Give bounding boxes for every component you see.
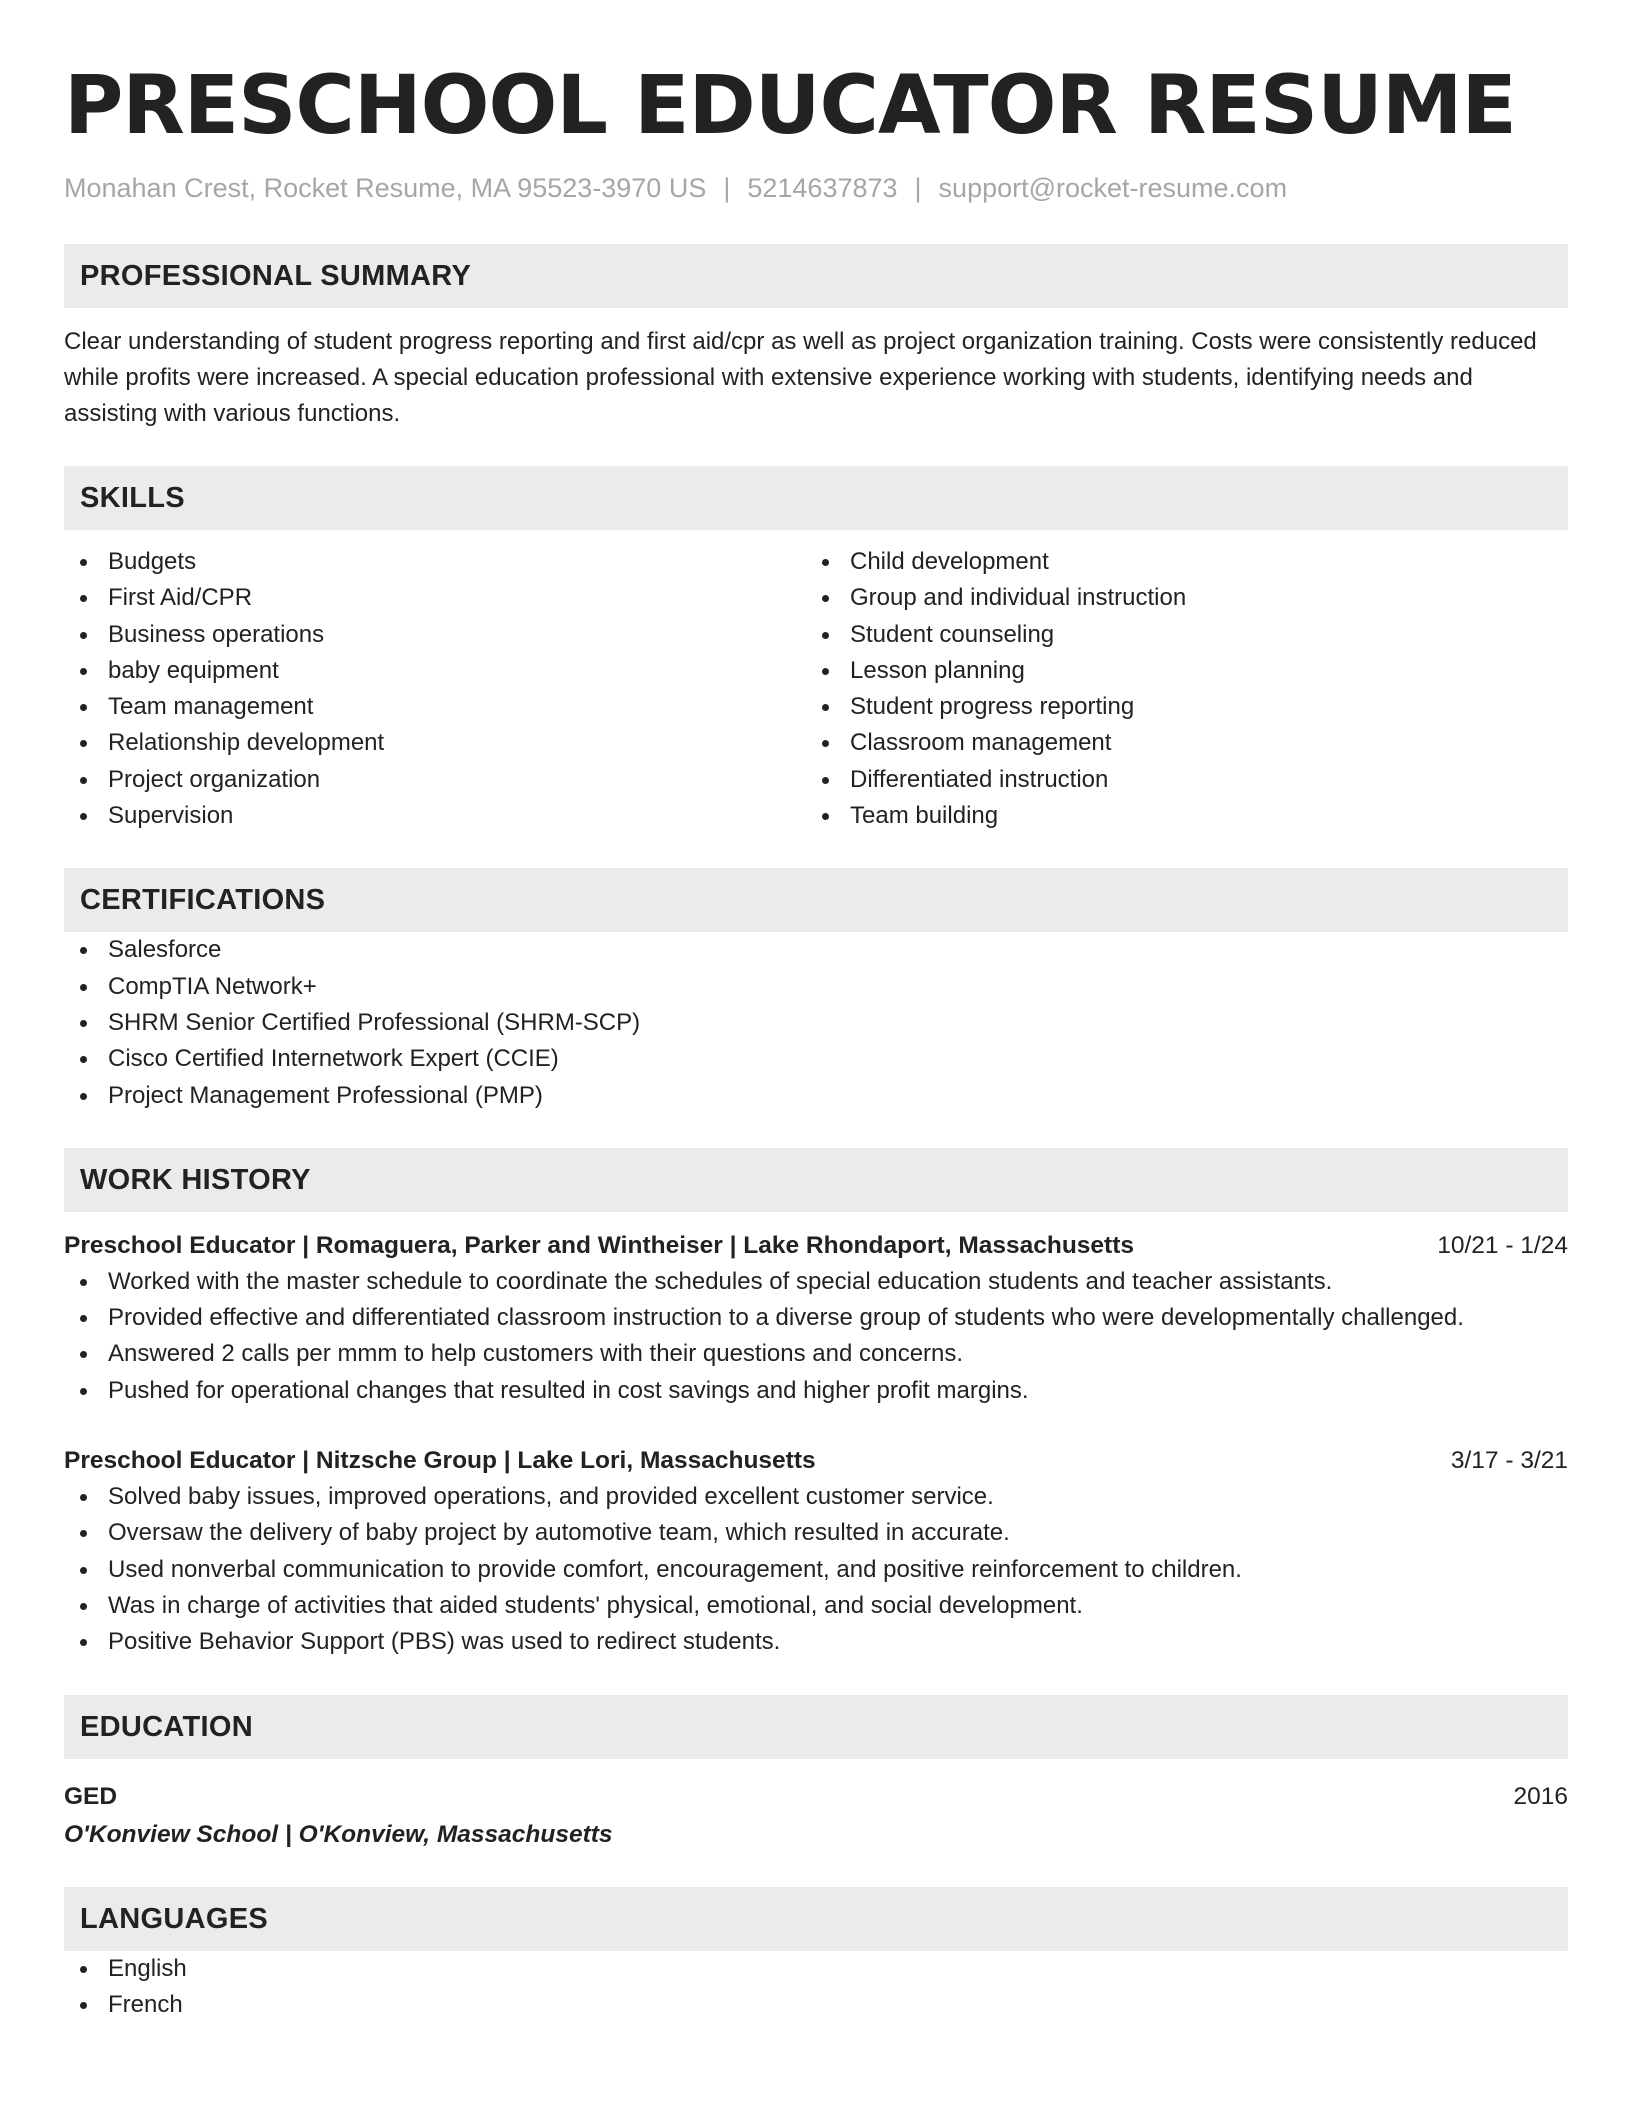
job-bullets xyxy=(64,1479,1568,1660)
job-title: Preschool Educator | Nitzsche Group | Lake Lori, Massachusetts xyxy=(64,1447,816,1475)
job-dates: 10/21 - 1/24 xyxy=(1437,1231,1568,1259)
skill-item: Lesson planning xyxy=(806,653,1548,689)
section-heading-summary: PROFESSIONAL SUMMARY xyxy=(64,244,1568,308)
contact-separator: | xyxy=(914,173,922,203)
job-bullet: Positive Behavior Support (PBS) was used to redirect students. xyxy=(64,1624,1568,1660)
job-bullet: Provided effective and differentiated classroom instruction to a diverse group of students who were developmentally challenged. xyxy=(64,1300,1568,1336)
job-bullet: Oversaw the delivery of baby project by automotive team, which resulted in accurate. xyxy=(64,1515,1568,1551)
section-heading-skills: SKILLS xyxy=(64,466,1568,530)
skill-item: Business operations xyxy=(64,617,806,653)
certification-item: Project Management Professional (PMP) xyxy=(64,1078,1568,1114)
skills-grid xyxy=(64,544,1568,834)
education-year: 2016 xyxy=(1513,1782,1568,1810)
languages-section xyxy=(64,1887,1568,2024)
certifications-list xyxy=(64,932,1568,1113)
certification-item: Cisco Certified Internetwork Expert (CCIE) xyxy=(64,1041,1568,1077)
job-dates: 3/17 - 3/21 xyxy=(1450,1447,1568,1475)
education-degree: GED xyxy=(64,1782,118,1810)
summary-section xyxy=(64,244,1568,432)
skill-item: Budgets xyxy=(64,544,806,580)
job-bullet: Solved baby issues, improved operations, and provided excellent customer service. xyxy=(64,1479,1568,1515)
job-bullet: Was in charge of activities that aided students' physical, emotional, and social development. xyxy=(64,1588,1568,1624)
work-history-section xyxy=(64,1148,1568,1661)
contact-address: Monahan Crest, Rocket Resume, MA 95523-3970 US xyxy=(64,173,707,203)
contact-phone: 5214637873 xyxy=(747,173,898,203)
skill-item: Classroom management xyxy=(806,725,1548,761)
education-school: O'Konview School | O'Konview, Massachusetts xyxy=(64,1820,613,1848)
certification-item: SHRM Senior Certified Professional (SHRM-SCP) xyxy=(64,1005,1568,1041)
job-entry xyxy=(64,1443,1568,1660)
resume-title: PRESCHOOL EDUCATOR RESUME xyxy=(64,59,1516,153)
job-bullets xyxy=(64,1264,1568,1409)
summary-text: Clear understanding of student progress reporting and first aid/cpr as well as project organization training. Costs were consistently reduced while profits were increased. A special education professional with extensive experience working with students, identifying needs and assisting with various functions. xyxy=(64,328,1537,427)
skill-item: First Aid/CPR xyxy=(64,580,806,616)
job-bullet: Pushed for operational changes that resulted in cost savings and higher profit margins. xyxy=(64,1373,1568,1409)
skills-left-column xyxy=(64,544,806,834)
skill-item: Student progress reporting xyxy=(806,689,1548,725)
resume-page xyxy=(64,52,1568,2023)
job-entry xyxy=(64,1228,1568,1409)
job-title: Preschool Educator | Romaguera, Parker and Wintheiser | Lake Rhondaport, Massachusetts xyxy=(64,1231,1134,1259)
skill-item: Student counseling xyxy=(806,617,1548,653)
skills-section xyxy=(64,466,1568,834)
contact-email: support@rocket-resume.com xyxy=(938,173,1288,203)
contact-separator: | xyxy=(723,173,731,203)
skills-right-column xyxy=(806,544,1548,834)
section-heading-certifications: CERTIFICATIONS xyxy=(64,868,1568,932)
certifications-section xyxy=(64,868,1568,1113)
section-heading-languages: LANGUAGES xyxy=(64,1887,1568,1951)
contact-line xyxy=(64,168,1568,208)
education-header xyxy=(64,1779,1568,1815)
job-bullet: Worked with the master schedule to coordinate the schedules of special education students and teacher assistants. xyxy=(64,1264,1568,1300)
job-header xyxy=(64,1443,1568,1479)
section-heading-work-history: WORK HISTORY xyxy=(64,1148,1568,1212)
languages-list xyxy=(64,1951,1568,2024)
skill-item: Team building xyxy=(806,798,1548,834)
skill-item: Relationship development xyxy=(64,725,806,761)
language-item: French xyxy=(64,1987,1568,2023)
job-bullet: Used nonverbal communication to provide comfort, encouragement, and positive reinforcement to children. xyxy=(64,1552,1568,1588)
section-heading-education: EDUCATION xyxy=(64,1695,1568,1759)
job-bullet: Answered 2 calls per mmm to help customers with their questions and concerns. xyxy=(64,1336,1568,1372)
language-item: English xyxy=(64,1951,1568,1987)
job-header xyxy=(64,1228,1568,1264)
skill-item: Child development xyxy=(806,544,1548,580)
certification-item: Salesforce xyxy=(64,932,1568,968)
skill-item: Group and individual instruction xyxy=(806,580,1548,616)
skill-item: Project organization xyxy=(64,762,806,798)
skill-item: Supervision xyxy=(64,798,806,834)
skill-item: baby equipment xyxy=(64,653,806,689)
education-section xyxy=(64,1695,1568,1853)
skill-item: Differentiated instruction xyxy=(806,762,1548,798)
skill-item: Team management xyxy=(64,689,806,725)
certification-item: CompTIA Network+ xyxy=(64,969,1568,1005)
